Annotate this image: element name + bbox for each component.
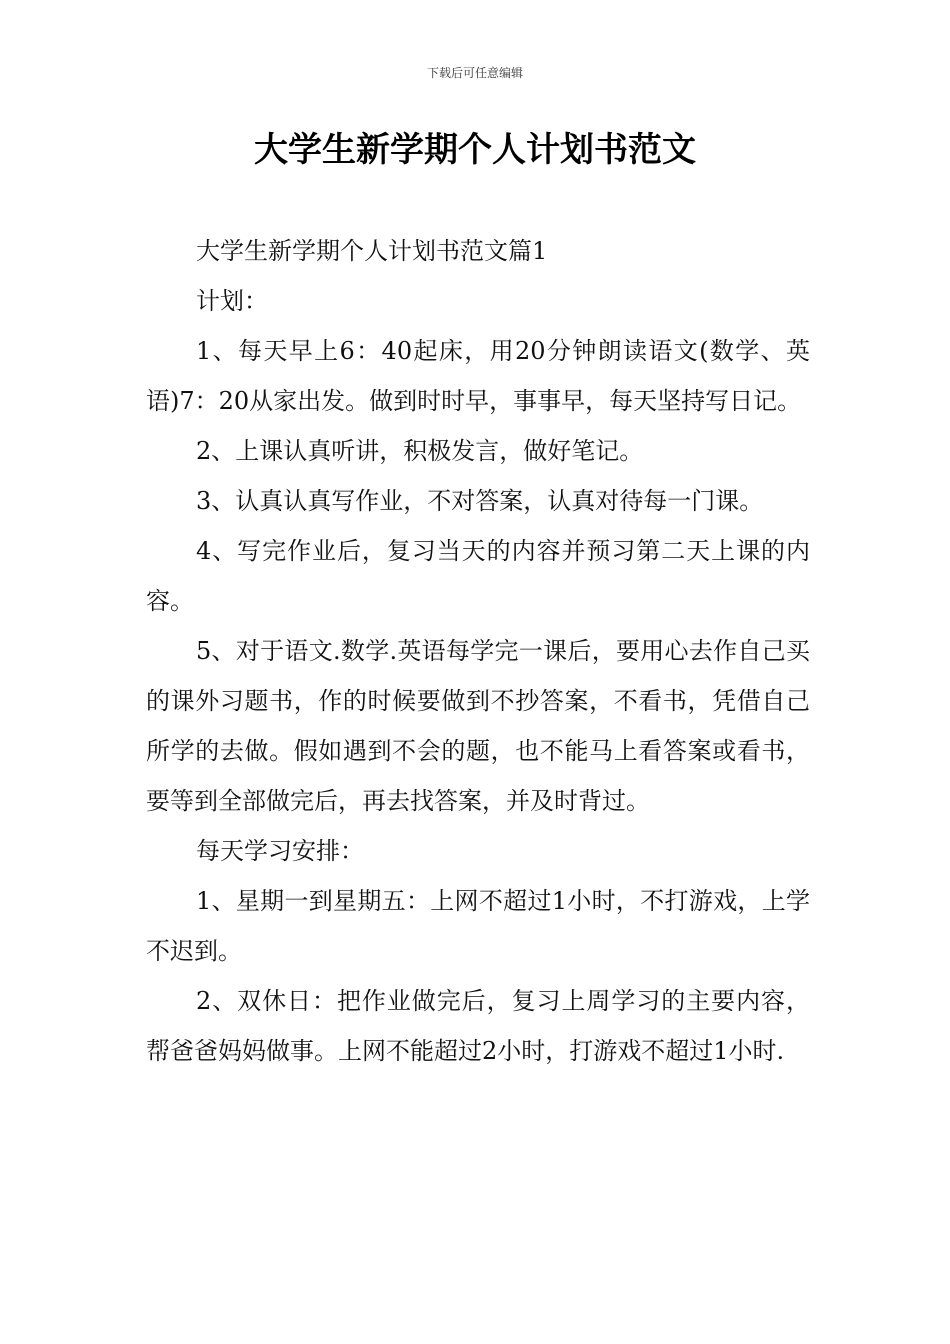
plan-item-3: 3、认真认真写作业，不对答案，认真对待每一门课。 — [196, 487, 764, 515]
schedule-item-1: 1、星期一到星期五：上网不超过1小时，不打游戏，上学不迟到。 — [146, 887, 810, 965]
schedule-label: 每天学习安排： — [196, 837, 364, 865]
plan-item-5: 5、对于语文.数学.英语每学完一课后，要用心去作自己买的课外习题书，作的时候要做到不抄答案，不看书，凭借自己所学的去做。假如遇到不会的题，也不能马上看答案或看书，要等到全部做完后，再去找答案，并及时背过。 — [146, 637, 810, 815]
section-heading: 大学生新学期个人计划书范文篇1 — [196, 237, 548, 265]
plan-item-1: 1、每天早上6：40起床，用20分钟朗读语文(数学、英语)7：20从家出发。做到时时早，事事早，每天坚持写日记。 — [146, 337, 810, 415]
plan-label: 计划： — [196, 287, 268, 315]
plan-item-4: 4、写完作业后，复习当天的内容并预习第二天上课的内容。 — [146, 537, 810, 615]
document-title: 大学生新学期个人计划书范文 — [254, 130, 696, 170]
header-note: 下载后可任意编辑 — [426, 66, 523, 80]
plan-item-2: 2、上课认真听讲，积极发言，做好笔记。 — [196, 437, 644, 465]
schedule-item-2: 2、双休日：把作业做完后，复习上周学习的主要内容，帮爸爸妈妈做事。上网不能超过2小时，打游戏不超过1小时. — [146, 987, 810, 1065]
document-body — [146, 226, 810, 1076]
